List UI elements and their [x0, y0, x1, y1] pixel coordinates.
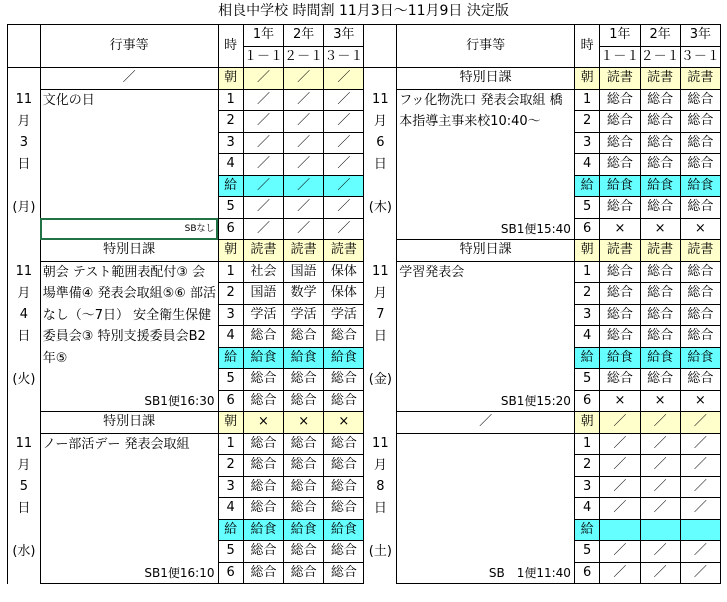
event-note: 学習発表会 [397, 261, 575, 390]
timetable-cell[interactable]: 学活 [284, 304, 324, 326]
timetable-cell[interactable]: 総合 [243, 562, 283, 584]
timetable-cell[interactable]: ／ [680, 498, 720, 520]
event-note: 朝会 テスト範囲表配付③ 会場準備④ 発表会取組⑤⑥ 部活なし（～7日） 安全衛生保健委員会③ 特別支援委員会B2年⑤ [40, 261, 218, 390]
period-label: 1 [218, 261, 243, 283]
timetable-cell[interactable]: ／ [243, 68, 283, 90]
timetable-cell[interactable]: ／ [324, 197, 364, 219]
timetable-cell[interactable]: ／ [243, 89, 283, 111]
period-label: 給 [218, 175, 243, 197]
timetable-cell[interactable]: 給食 [243, 347, 283, 369]
date-gap [364, 347, 396, 369]
date-gap [8, 519, 40, 541]
timetable-cell[interactable]: ／ [640, 455, 680, 477]
date-spacer [364, 240, 397, 262]
date-gap [8, 175, 40, 197]
date-part: 月 [17, 113, 31, 129]
timetable-cell[interactable]: ／ [243, 111, 283, 133]
timetable-cell[interactable]: ／ [324, 154, 364, 176]
header-grade: 3年 [324, 25, 364, 47]
timetable-cell[interactable]: ／ [600, 476, 640, 498]
timetable-cell[interactable]: ／ [324, 175, 364, 197]
table-row [8, 562, 721, 584]
header-grade: 2年 [640, 25, 680, 47]
timetable-cell[interactable]: 給食 [680, 175, 720, 197]
period-label: 6 [574, 390, 599, 412]
timetable-cell[interactable]: ／ [284, 68, 324, 90]
period-label: 朝 [574, 412, 599, 434]
period-label: 4 [218, 154, 243, 176]
timetable-cell[interactable]: 給食 [640, 347, 680, 369]
date-part: 月 [373, 113, 387, 129]
date-label [364, 433, 397, 562]
timetable-cell[interactable]: 学活 [324, 304, 364, 326]
timetable-cell[interactable]: ／ [243, 175, 283, 197]
timetable-cell[interactable]: 総合 [640, 326, 680, 348]
period-label: 5 [574, 369, 599, 391]
day-category: ／ [40, 68, 218, 90]
date-part: 11 [15, 436, 33, 451]
period-label: 給 [574, 347, 599, 369]
header-grade: 1年 [243, 25, 283, 47]
period-label: 朝 [574, 68, 599, 90]
date-part: 5 [19, 479, 29, 494]
timetable-cell[interactable]: 総合 [284, 476, 324, 498]
timetable-cell[interactable]: 総合 [640, 261, 680, 283]
timetable-cell[interactable]: 保体 [324, 283, 364, 305]
period-label: 1 [218, 433, 243, 455]
timetable-cell[interactable]: ／ [640, 476, 680, 498]
timetable-cell[interactable]: 総合 [680, 89, 720, 111]
timetable-cell[interactable]: × [243, 412, 283, 434]
period-label: 朝 [218, 68, 243, 90]
header-class: １－１ [600, 46, 640, 68]
period-label: 4 [218, 326, 243, 348]
header-row-grade [8, 25, 721, 47]
timetable-cell[interactable]: 読書 [600, 240, 640, 262]
timetable-cell[interactable]: 総合 [680, 111, 720, 133]
table-row [8, 218, 721, 240]
date-label [8, 89, 41, 218]
timetable-cell[interactable]: ／ [284, 175, 324, 197]
timetable-cell[interactable]: 総合 [324, 369, 364, 391]
event-note: 文化の日 [40, 89, 218, 218]
timetable-cell[interactable]: 保体 [324, 261, 364, 283]
timetable-cell[interactable]: 総合 [640, 283, 680, 305]
timetable-cell[interactable]: × [324, 412, 364, 434]
date-spacer-bottom [8, 390, 41, 412]
table-row [8, 390, 721, 412]
period-label: 1 [574, 261, 599, 283]
period-label: 6 [218, 562, 243, 584]
timetable-cell[interactable]: 社会 [243, 261, 283, 283]
period-label: 5 [218, 197, 243, 219]
timetable-cell[interactable]: 総合 [243, 541, 283, 563]
timetable-cell[interactable]: ／ [600, 455, 640, 477]
day-category: 特別日課 [397, 240, 575, 262]
timetable-body [8, 25, 721, 584]
weekday-label: (金) [368, 371, 392, 387]
period-label: 3 [574, 476, 599, 498]
header-class: ２－１ [640, 46, 680, 68]
timetable-cell[interactable]: 読書 [324, 240, 364, 262]
header-date-cell [8, 25, 41, 68]
table-row [8, 89, 721, 111]
timetable-cell[interactable]: 総合 [324, 433, 364, 455]
date-part: 日 [17, 328, 31, 344]
period-label: 給 [574, 175, 599, 197]
timetable-cell[interactable]: 総合 [284, 498, 324, 520]
timetable-cell[interactable]: 読書 [680, 240, 720, 262]
timetable-cell[interactable]: 読書 [600, 68, 640, 90]
timetable-cell[interactable]: 総合 [324, 476, 364, 498]
date-spacer-bottom [8, 562, 41, 584]
timetable-cell[interactable]: 読書 [640, 240, 680, 262]
timetable-cell[interactable]: ／ [680, 562, 720, 584]
timetable-cell[interactable]: ／ [680, 433, 720, 455]
period-label: 給 [218, 519, 243, 541]
period-label: 6 [574, 218, 599, 240]
date-part: 3 [19, 135, 29, 150]
timetable-cell[interactable]: ／ [284, 218, 324, 240]
timetable-cell[interactable]: 給食 [284, 519, 324, 541]
date-part: 日 [373, 328, 387, 344]
timetable-cell[interactable]: 総合 [600, 197, 640, 219]
timetable-cell[interactable]: ／ [243, 197, 283, 219]
timetable-cell[interactable]: 総合 [680, 369, 720, 391]
period-label: 5 [574, 541, 599, 563]
timetable-cell[interactable]: ／ [324, 132, 364, 154]
timetable-cell[interactable]: 総合 [640, 132, 680, 154]
school-bus-time: SB1便16:10 [40, 562, 218, 584]
date-part: 日 [373, 500, 387, 516]
period-label: 2 [218, 111, 243, 133]
date-part: 日 [17, 500, 31, 516]
header-period: 時 [574, 25, 599, 68]
timetable-cell[interactable]: 学活 [243, 304, 283, 326]
date-label [364, 89, 397, 218]
period-label: 5 [218, 369, 243, 391]
period-label: 2 [574, 111, 599, 133]
timetable-cell[interactable]: 総合 [680, 154, 720, 176]
school-bus-time[interactable]: SBなし [40, 218, 218, 240]
school-bus-time: SB1便15:40 [397, 218, 575, 240]
timetable-cell[interactable]: 総合 [284, 390, 324, 412]
timetable-cell[interactable]: 総合 [284, 326, 324, 348]
timetable-cell[interactable]: 総合 [600, 154, 640, 176]
timetable-cell[interactable]: ／ [640, 498, 680, 520]
timetable-cell[interactable]: 総合 [600, 326, 640, 348]
timetable-cell[interactable]: 総合 [600, 369, 640, 391]
date-part: 4 [19, 307, 29, 322]
header-grade: 1年 [600, 25, 640, 47]
timetable-cell[interactable]: ／ [680, 541, 720, 563]
timetable-cell[interactable]: × [680, 390, 720, 412]
timetable-cell[interactable]: 総合 [640, 154, 680, 176]
day-category: 特別日課 [40, 240, 218, 262]
date-spacer [364, 412, 397, 434]
timetable-cell[interactable]: ／ [324, 68, 364, 90]
table-row [8, 412, 721, 434]
period-label: 3 [574, 132, 599, 154]
timetable-cell[interactable]: 総合 [243, 390, 283, 412]
date-label [8, 261, 41, 390]
header-grade: 3年 [680, 25, 720, 47]
date-part: 11 [15, 92, 33, 107]
timetable-cell[interactable]: 給食 [324, 347, 364, 369]
timetable-cell[interactable]: 総合 [243, 455, 283, 477]
timetable-cell[interactable]: ／ [243, 218, 283, 240]
period-label: 5 [218, 541, 243, 563]
period-label: 朝 [574, 240, 599, 262]
timetable-cell[interactable]: 総合 [680, 283, 720, 305]
weekday-label: (水) [12, 543, 36, 559]
timetable-cell[interactable]: ／ [600, 412, 640, 434]
date-label [8, 433, 41, 562]
timetable-cell[interactable]: 総合 [243, 476, 283, 498]
timetable-cell[interactable]: ／ [680, 412, 720, 434]
timetable-cell[interactable]: 総合 [680, 261, 720, 283]
school-bus-time: SB1便16:30 [40, 390, 218, 412]
period-label: 3 [218, 132, 243, 154]
period-label: 1 [218, 89, 243, 111]
date-spacer-bottom [8, 218, 41, 240]
date-spacer-bottom [364, 562, 397, 584]
header-event: 行事等 [397, 25, 575, 68]
header-event: 行事等 [40, 25, 218, 68]
period-label: 5 [574, 197, 599, 219]
timetable-cell[interactable]: ／ [640, 541, 680, 563]
timetable-cell[interactable]: 総合 [284, 562, 324, 584]
table-row [8, 433, 721, 455]
period-label: 6 [218, 390, 243, 412]
timetable-cell[interactable]: 総合 [640, 197, 680, 219]
timetable-cell[interactable]: 給食 [324, 519, 364, 541]
weekday-label: (月) [12, 199, 36, 215]
period-label: 1 [574, 433, 599, 455]
timetable-cell[interactable]: 読書 [680, 68, 720, 90]
timetable-cell[interactable]: 総合 [600, 89, 640, 111]
table-row [8, 68, 721, 90]
timetable-cell[interactable]: ／ [284, 111, 324, 133]
date-spacer [8, 68, 41, 90]
page-title: 相良中学校 時間割 11月3日～11月9日 決定版 [218, 3, 509, 19]
period-label: 給 [218, 347, 243, 369]
timetable-cell[interactable] [680, 519, 720, 541]
date-gap [8, 347, 40, 369]
period-label: 朝 [218, 412, 243, 434]
timetable-cell[interactable]: 総合 [600, 132, 640, 154]
timetable-cell[interactable]: × [600, 218, 640, 240]
timetable-cell[interactable]: 総合 [600, 304, 640, 326]
timetable-cell[interactable]: 給食 [600, 175, 640, 197]
timetable-cell[interactable]: 読書 [640, 68, 680, 90]
timetable-cell[interactable]: ／ [640, 412, 680, 434]
timetable-cell[interactable]: 総合 [243, 498, 283, 520]
header-class: ３－１ [680, 46, 720, 68]
date-spacer-bottom [364, 390, 397, 412]
header-class: ２－１ [284, 46, 324, 68]
timetable-cell[interactable]: ／ [324, 111, 364, 133]
timetable-cell[interactable]: ／ [600, 562, 640, 584]
timetable-cell[interactable]: ／ [324, 218, 364, 240]
date-part: 6 [376, 135, 385, 150]
period-label: 3 [218, 476, 243, 498]
timetable-cell[interactable]: ／ [284, 89, 324, 111]
timetable-cell[interactable]: 総合 [600, 283, 640, 305]
table-row [8, 261, 721, 283]
timetable-cell[interactable] [600, 519, 640, 541]
day-category: 特別日課 [397, 68, 575, 90]
timetable-cell[interactable]: × [680, 218, 720, 240]
timetable [7, 24, 721, 584]
weekday-label: (木) [368, 199, 392, 215]
period-label: 4 [218, 498, 243, 520]
period-label: 2 [574, 455, 599, 477]
timetable-cell[interactable]: ／ [284, 154, 324, 176]
weekday-label: (火) [12, 371, 36, 387]
period-label: 4 [574, 498, 599, 520]
date-part: 月 [373, 457, 387, 473]
period-label: 給 [574, 519, 599, 541]
date-part: 11 [372, 92, 389, 107]
header-class: １－１ [243, 46, 283, 68]
timetable-cell[interactable]: ／ [640, 433, 680, 455]
date-part: 11 [15, 264, 33, 279]
timetable-cell[interactable]: 総合 [284, 369, 324, 391]
timetable-cell[interactable]: × [640, 390, 680, 412]
timetable-cell[interactable]: 給食 [243, 519, 283, 541]
period-label: 6 [218, 218, 243, 240]
timetable-cell[interactable]: ／ [243, 154, 283, 176]
school-bus-time: SB 1便11:40 [397, 562, 575, 584]
timetable-cell[interactable]: 給食 [600, 347, 640, 369]
event-note: フッ化物洗口 発表会取組 橋本指導主事来校10:40～ [397, 89, 575, 218]
header-period: 時 [218, 25, 243, 68]
timetable-cell[interactable]: × [284, 412, 324, 434]
header-date-cell [364, 25, 397, 68]
timetable-cell[interactable]: 総合 [680, 197, 720, 219]
timetable-cell[interactable]: × [640, 218, 680, 240]
timetable-cell[interactable]: 総合 [324, 326, 364, 348]
period-label: 6 [574, 562, 599, 584]
date-part: 月 [373, 285, 387, 301]
timetable-cell[interactable]: ／ [680, 455, 720, 477]
timetable-cell[interactable]: ／ [243, 132, 283, 154]
timetable-cell[interactable]: 総合 [324, 390, 364, 412]
timetable-cell[interactable]: ／ [324, 89, 364, 111]
timetable-cell[interactable]: ／ [600, 498, 640, 520]
timetable-cell[interactable]: 国語 [243, 283, 283, 305]
timetable-cell[interactable]: 総合 [640, 89, 680, 111]
date-part: 月 [17, 457, 31, 473]
timetable-cell[interactable]: 給食 [284, 347, 324, 369]
timetable-cell[interactable]: 総合 [640, 111, 680, 133]
header-class: ３－１ [324, 46, 364, 68]
timetable-cell[interactable]: 総合 [243, 326, 283, 348]
table-row [8, 240, 721, 262]
timetable-cell[interactable]: 数学 [284, 283, 324, 305]
header-grade: 2年 [284, 25, 324, 47]
period-label: 3 [218, 304, 243, 326]
timetable-cell[interactable]: 総合 [680, 326, 720, 348]
timetable-cell[interactable]: 総合 [600, 261, 640, 283]
timetable-cell[interactable]: 総合 [324, 455, 364, 477]
period-label: 朝 [218, 240, 243, 262]
weekday-label: (土) [368, 543, 392, 559]
date-spacer [8, 240, 41, 262]
period-label: 2 [574, 283, 599, 305]
day-category: ／ [397, 412, 575, 434]
timetable-cell[interactable]: ／ [600, 433, 640, 455]
date-spacer [364, 68, 397, 90]
date-part: 月 [17, 285, 31, 301]
date-part: 日 [373, 156, 387, 172]
date-spacer [8, 412, 41, 434]
timetable-cell[interactable]: 総合 [243, 433, 283, 455]
timetable-cell[interactable]: 総合 [680, 304, 720, 326]
event-note: ノー部活デー 発表会取組 [40, 433, 218, 562]
timetable-cell[interactable]: 読書 [243, 240, 283, 262]
period-label: 3 [574, 304, 599, 326]
date-part: 11 [372, 264, 389, 279]
school-bus-time: SB1便15:20 [397, 390, 575, 412]
date-label [364, 261, 397, 390]
timetable-cell[interactable] [640, 519, 680, 541]
period-label: 2 [218, 283, 243, 305]
date-part: 日 [17, 156, 31, 172]
timetable-cell[interactable]: 総合 [284, 433, 324, 455]
timetable-cell[interactable]: ／ [600, 541, 640, 563]
timetable-cell[interactable]: 総合 [284, 455, 324, 477]
timetable-cell[interactable]: 総合 [600, 111, 640, 133]
date-gap [364, 175, 396, 197]
timetable-cell[interactable]: 総合 [640, 304, 680, 326]
timetable-cell[interactable]: 総合 [324, 562, 364, 584]
timetable-cell[interactable]: 総合 [324, 541, 364, 563]
timetable-cell[interactable]: ／ [284, 132, 324, 154]
timetable-cell[interactable]: 国語 [284, 261, 324, 283]
timetable-cell[interactable]: 給食 [680, 347, 720, 369]
date-gap [364, 519, 396, 541]
timetable-cell[interactable]: ／ [680, 476, 720, 498]
timetable-cell[interactable]: ／ [284, 197, 324, 219]
period-label: 2 [218, 455, 243, 477]
period-label: 1 [574, 89, 599, 111]
timetable-cell[interactable]: 総合 [640, 369, 680, 391]
period-label: 4 [574, 326, 599, 348]
date-part: 11 [372, 436, 389, 451]
period-label: 4 [574, 154, 599, 176]
event-note [397, 433, 575, 562]
date-part: 7 [376, 307, 385, 322]
timetable-cell[interactable]: 総合 [243, 369, 283, 391]
day-category: 特別日課 [40, 412, 218, 434]
timetable-cell[interactable]: 給食 [640, 175, 680, 197]
timetable-cell[interactable]: × [600, 390, 640, 412]
timetable-cell[interactable]: 総合 [680, 132, 720, 154]
timetable-cell[interactable]: 読書 [284, 240, 324, 262]
date-spacer-bottom [364, 218, 397, 240]
timetable-cell[interactable]: 総合 [324, 498, 364, 520]
date-part: 8 [376, 479, 385, 494]
timetable-cell[interactable]: 総合 [284, 541, 324, 563]
timetable-cell[interactable]: ／ [640, 562, 680, 584]
